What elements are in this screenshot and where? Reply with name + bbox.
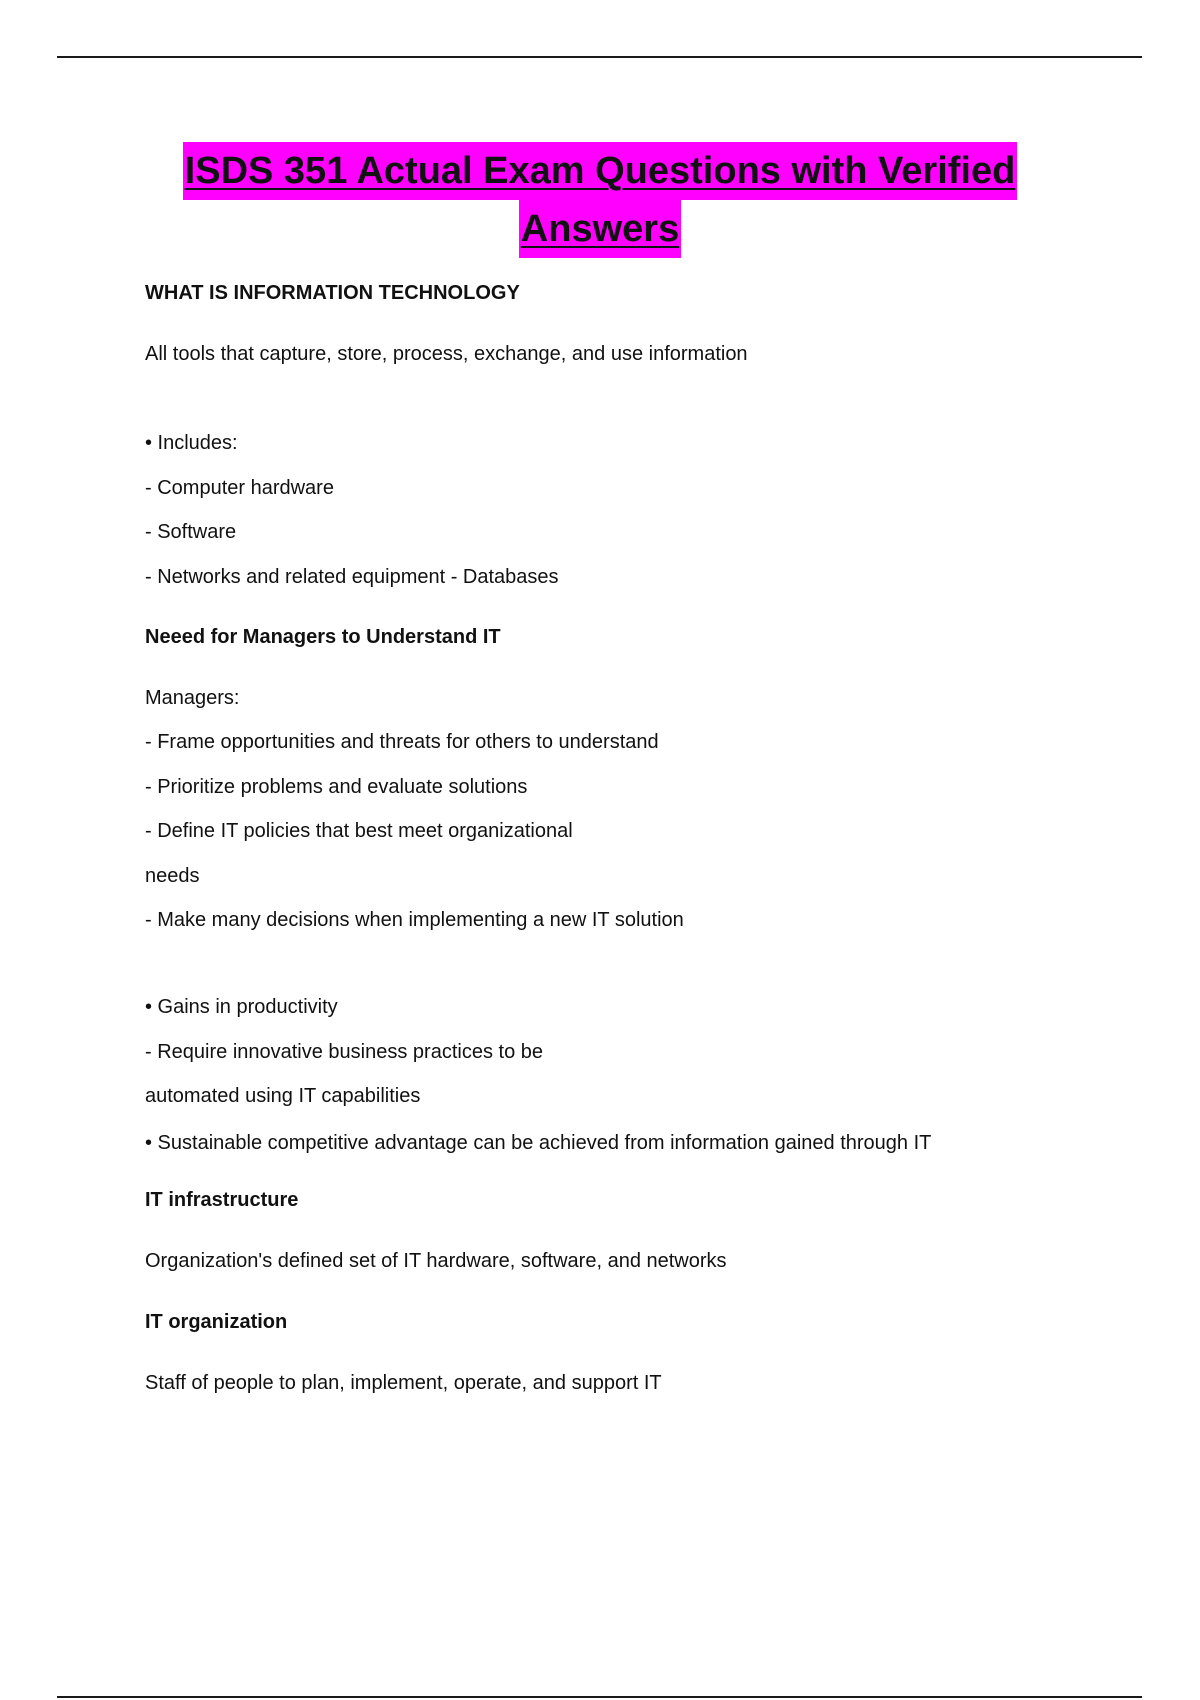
definition-text: All tools that capture, store, process, exchange, and use information bbox=[145, 343, 748, 365]
list-item: - Require innovative business practices to be bbox=[145, 1041, 543, 1063]
title-line-2: Answers bbox=[519, 200, 681, 258]
list-item-continuation: needs bbox=[145, 865, 200, 887]
definition-text: Organization's defined set of IT hardware, software, and networks bbox=[145, 1250, 727, 1272]
bottom-rule bbox=[57, 1696, 1142, 1698]
definition-text: Staff of people to plan, implement, operate, and support IT bbox=[145, 1372, 662, 1394]
bullet-item: • Includes: bbox=[145, 432, 238, 454]
list-item: - Make many decisions when implementing a new IT solution bbox=[145, 909, 684, 931]
list-item-continuation: automated using IT capabilities bbox=[145, 1085, 421, 1107]
list-item: - Networks and related equipment - Databases bbox=[145, 566, 559, 588]
list-item: - Define IT policies that best meet organizational bbox=[145, 820, 573, 842]
top-rule bbox=[57, 56, 1142, 58]
section-heading-managers-understand-it: Neeed for Managers to Understand IT bbox=[145, 626, 501, 648]
list-item: - Prioritize problems and evaluate solutions bbox=[145, 776, 528, 798]
section-heading-it-infrastructure: IT infrastructure bbox=[145, 1189, 299, 1211]
bullet-item: • Gains in productivity bbox=[145, 996, 338, 1018]
body-text: Managers: bbox=[145, 687, 240, 709]
document-title bbox=[0, 142, 1200, 258]
list-item: - Software bbox=[145, 521, 237, 543]
title-line-1: ISDS 351 Actual Exam Questions with Verified bbox=[183, 142, 1018, 200]
section-heading-information-technology: WHAT IS INFORMATION TECHNOLOGY bbox=[145, 282, 520, 304]
bullet-item: • Sustainable competitive advantage can be achieved from information gained through IT bbox=[145, 1132, 932, 1154]
list-item: - Computer hardware bbox=[145, 477, 334, 499]
section-heading-it-organization: IT organization bbox=[145, 1311, 288, 1333]
list-item: - Frame opportunities and threats for others to understand bbox=[145, 731, 659, 753]
